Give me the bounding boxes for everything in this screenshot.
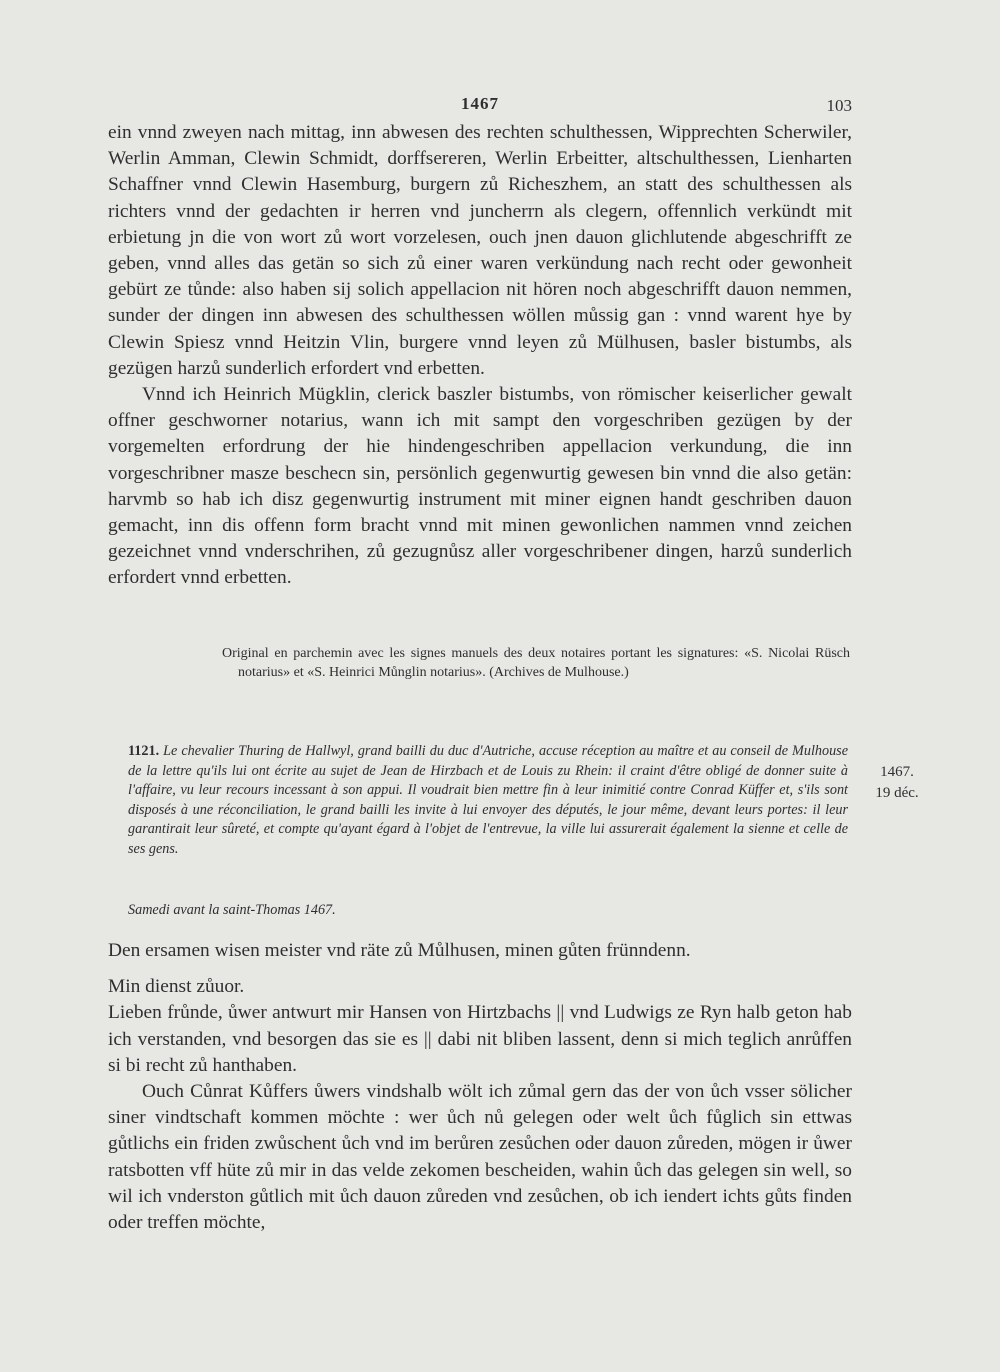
margin-date [862,762,932,804]
page-number: 103 [826,96,852,115]
letter-text-block [108,938,852,1236]
document-number: 1121. [128,743,160,759]
source-note: Original en parchemin avec les signes manuels des deux notaires portant les signatures: «S. Nicolai Rüsch notarius» et «S. Heinrici Můnglin notarius». (Archives de Mulhouse.) [222,646,850,680]
margin-day: 19 déc. [875,785,919,801]
paragraph-notarial-record: ein vnnd zweyen nach mittag, inn abwesen des rechten schulthessen, Wipprechten Scherwiler, Werlin Amman, Clewin Schmidt, dorffsereren, Werlin Erbeitter, altschulthessen, Lienharten Schaffner vnnd Clewin Hasemburg, burgern zů Richeszhem, an statt des schulthessen als richters vnnd der gedachten ir herren vnd juncherrn als clegern, offennlich verkündt mit erbietung jn die von wort zů wort vorzelesen, ouch jnen dauon glichlutende abgeschrifft ze geben, vnnd alles das getän so sich zů einer waren verkündung nach recht oder gewonheit gebürt ze tůnde: also haben sij solich appellacion nit hören noch abgeschrifft dauon nemmen, sunder der dingen inn abwesen des schulthessen wöllen můssig gan : vnnd warent hye by Clewin Spiesz vnnd Heitzin Vlin, burgere vnnd leyen zů Mülhusen, basler bistumbs, als gezügen harzů sunderlich erfordert vnd erbetten. [108,122,852,379]
letter-paragraph-1: Lieben frůnde, ůwer antwurt mir Hansen von Hirtzbachs || vnd Ludwigs ze Ryn halb geton hab ich verstanden, vnd besorgen das sie es || dabi nit bliben lassent, denn si mich teglich anrůffen si bi recht zů hanthaben. [108,1002,852,1076]
paragraph-notary-attestation: Vnnd ich Heinrich Mügklin, clerick baszler bistumbs, von römischer keiserlicher gewalt offner geschworner notarius, wann ich mit sampt den vorgeschriben gezügen by der vorgemelten erfordrung der hie hindengeschriben appellacion verkundung, die inn vorgeschribner masze beschecn sin, persönlich gegenwurtig gewesen bin vnnd die also getän: harvmb so hab ich disz gegenwurtig instrument mit miner eignen handt geschriben dauon gemacht, inn dis offenn form bracht vnnd mit minen gewonlichen nammen vnnd zeichen gezeichnet vnnd vnderschrihen, zů gezugnůsz aller vorgeschribener dingen, harzů sunderlich erfordert vnnd erbetten. [108,384,852,589]
document-date-line: Samedi avant la saint-Thomas 1467. [128,902,336,918]
letter-greeting: Min dienst zůuor. [108,976,245,998]
letter-address: Den ersamen wisen meister vnd räte zů Můlhusen, minen gůten frünndenn. [108,940,691,961]
main-text-block [108,120,852,592]
running-year-header: 1467 [461,94,499,113]
letter-paragraph-2: Ouch Cůnrat Kůffers ůwers vindshalb wölt ich zůmal gern das der von ůch vsser sölicher siner vindtschaft kommen möchte : wer ůch nů gelegen oder welt ůch fůglich sin ettwas gůtlichs ein friden zwůschent ůch vnd im berůren zesůchen oder dauon zůreden, mögen ir ůwer ratsbotten vff hüte zů mir in das velde zekomen bescheiden, wahin ůch das gelegen sin well, so wil ich vnderston gůtlich mit ůch dauon zůreden vnd zesůchen, ob ich iendert ichts gůts finden oder treffen möchte, [108,1081,852,1234]
margin-year: 1467. [880,764,914,780]
document-summary-text: Le chevalier Thuring de Hallwyl, grand bailli du duc d'Autriche, accuse réception au maître et au conseil de Mulhouse de la lettre qu'ils lui ont écrite au sujet de Jean de Hirzbach et de Louis zu Rhein: il craint d'être obligé de donner suite à l'affaire, vu leur recours incessant à son appui. Il voudrait bien mettre fin à leur inimitié contre Conrad Küffer et, s'ils sont disposés à une réconciliation, le grand bailli les invite à lui envoyer des députés, le jour même, devant leurs portes: il leur garantirait leur sûreté, et compte qu'ayant égard à l'objet de l'entrevue, la ville lui assurerait également la sienne et celle de ses gens. [128,743,849,857]
document-summary [128,742,848,860]
